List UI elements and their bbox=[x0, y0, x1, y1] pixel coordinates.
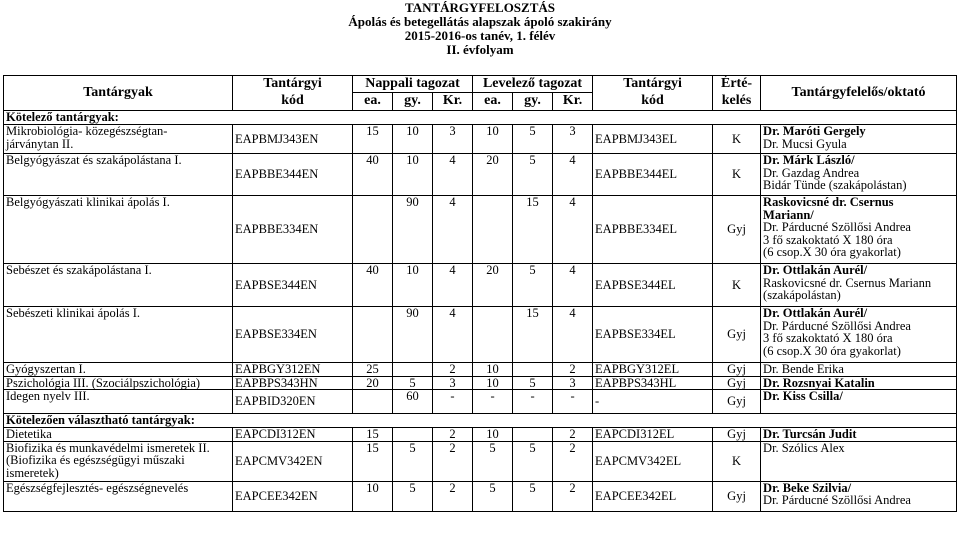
col-code2-b: kód bbox=[593, 93, 713, 111]
hours-cell: 15 bbox=[353, 441, 393, 481]
hours-cell: 40 bbox=[353, 154, 393, 196]
section-elective: Kötelezően választható tantárgyak: bbox=[4, 414, 957, 428]
hours-cell: - bbox=[513, 390, 553, 414]
responsible-line: Dr. Mucsi Gyula bbox=[763, 136, 847, 151]
hours-cell: 4 bbox=[433, 307, 473, 363]
hours-cell: 10 bbox=[473, 428, 513, 442]
table-row bbox=[4, 428, 957, 442]
responsible-line: 3 fő szakoktató X 180 óra bbox=[763, 331, 893, 345]
responsible-line: Dr. Márk László/ bbox=[763, 153, 855, 167]
hours-cell: 5 bbox=[513, 376, 553, 390]
subject-name-line: Sebészeti klinikai ápolás I. bbox=[6, 306, 140, 320]
table-row bbox=[4, 125, 957, 154]
responsible bbox=[761, 154, 957, 196]
evaluation: K bbox=[713, 264, 761, 307]
subject-code-corr: EAPBSE334EL bbox=[593, 307, 713, 363]
subject-code: EAPBBE344EN bbox=[233, 154, 353, 196]
hours-cell bbox=[393, 428, 433, 442]
responsible-line: Dr. Szólics Alex bbox=[763, 441, 845, 455]
table-row bbox=[4, 154, 957, 196]
hours-cell: 3 bbox=[553, 125, 593, 154]
hours-cell: 5 bbox=[393, 441, 433, 481]
hours-cell: 5 bbox=[513, 264, 553, 307]
hours-cell bbox=[513, 428, 553, 442]
hours-cell: 2 bbox=[553, 481, 593, 511]
responsible-line: (6 csop.X 30 óra gyakorlat) bbox=[763, 245, 901, 259]
hours-cell: - bbox=[473, 390, 513, 414]
hours-cell: 25 bbox=[353, 363, 393, 377]
hours-cell: 20 bbox=[353, 376, 393, 390]
subject-code-corr: EAPCDI312EL bbox=[593, 428, 713, 442]
col-gy: gy. bbox=[393, 93, 433, 111]
col-eval-b: kelés bbox=[713, 93, 761, 111]
col-resp: Tantárgyfelelős/oktató bbox=[761, 76, 957, 111]
responsible-line: Dr. Bende Erika bbox=[763, 362, 844, 376]
hours-cell: - bbox=[433, 390, 473, 414]
document-header bbox=[0, 0, 960, 57]
subject-name bbox=[4, 390, 233, 414]
hours-cell bbox=[473, 307, 513, 363]
responsible-line: Dr. Ottlakán Aurél/ bbox=[763, 263, 868, 277]
subject-name-line: Gyógyszertan I. bbox=[6, 362, 86, 376]
hours-cell: 3 bbox=[433, 376, 473, 390]
doc-year: 2015-2016-os tanév, 1. félév bbox=[404, 28, 556, 43]
responsible bbox=[761, 307, 957, 363]
col-corr: Levelező tagozat bbox=[473, 76, 593, 93]
evaluation: Gyj bbox=[713, 376, 761, 390]
subject-name-line: ismeretek) bbox=[6, 465, 59, 480]
hours-cell: 4 bbox=[553, 154, 593, 196]
subject-name bbox=[4, 481, 233, 511]
subject-name bbox=[4, 307, 233, 363]
responsible bbox=[761, 196, 957, 264]
subject-code: EAPBPS343HN bbox=[233, 376, 353, 390]
hours-cell: 5 bbox=[513, 481, 553, 511]
responsible bbox=[761, 363, 957, 377]
subject-name bbox=[4, 428, 233, 442]
table-row bbox=[4, 307, 957, 363]
responsible-line: Raskovicsné dr. Csernus bbox=[763, 195, 894, 209]
subject-name bbox=[4, 363, 233, 377]
table-row bbox=[4, 481, 957, 511]
subject-code: EAPCDI312EN bbox=[233, 428, 353, 442]
hours-cell: 10 bbox=[393, 264, 433, 307]
subject-code: EAPBID320EN bbox=[233, 390, 353, 414]
col-code1-a: Tantárgyi bbox=[233, 76, 353, 93]
responsible-line: (6 csop.X 30 óra gyakorlat) bbox=[763, 343, 901, 358]
evaluation: Gyj bbox=[713, 481, 761, 511]
subject-code-corr: EAPBBE344EL bbox=[593, 154, 713, 196]
hours-cell: 60 bbox=[393, 390, 433, 414]
evaluation: Gyj bbox=[713, 428, 761, 442]
subject-name-line: Sebészet és szakápolástana I. bbox=[6, 263, 152, 277]
hours-cell: 2 bbox=[433, 481, 473, 511]
hours-cell: 4 bbox=[553, 307, 593, 363]
subject-code-corr: EAPCMV342EL bbox=[593, 441, 713, 481]
responsible bbox=[761, 376, 957, 390]
responsible bbox=[761, 481, 957, 511]
subject-name-line: Dietetika bbox=[6, 427, 52, 441]
col-eval-a: Érté- bbox=[713, 76, 761, 93]
responsible-line: Mariann/ bbox=[763, 207, 814, 222]
hours-cell: 3 bbox=[433, 125, 473, 154]
hours-cell: 2 bbox=[433, 441, 473, 481]
hours-cell: 10 bbox=[353, 481, 393, 511]
hours-cell: 2 bbox=[553, 428, 593, 442]
subject-name-line: Mikrobiológia- közegészségtan- bbox=[6, 124, 168, 138]
hours-cell bbox=[353, 390, 393, 414]
responsible-line: Dr. Maróti Gergely bbox=[763, 124, 866, 138]
hours-cell: 5 bbox=[513, 125, 553, 154]
subject-name-line: Idegen nyelv III. bbox=[6, 389, 90, 403]
evaluation: Gyj bbox=[713, 196, 761, 264]
subject-name-line: Belgyógyászati klinikai ápolás I. bbox=[6, 195, 170, 209]
hours-cell bbox=[393, 363, 433, 377]
hours-cell: 15 bbox=[353, 428, 393, 442]
hours-cell: 90 bbox=[393, 196, 433, 264]
hours-cell: 2 bbox=[433, 363, 473, 377]
subject-code-corr: EAPBBE334EL bbox=[593, 196, 713, 264]
subject-code: EAPBSE344EN bbox=[233, 264, 353, 307]
hours-cell: 5 bbox=[473, 481, 513, 511]
subject-code-corr: EAPBGY312EL bbox=[593, 363, 713, 377]
hours-cell bbox=[473, 196, 513, 264]
subject-code: EAPCMV342EN bbox=[233, 441, 353, 481]
subject-code-corr: EAPBPS343HL bbox=[593, 376, 713, 390]
hours-cell bbox=[353, 196, 393, 264]
hours-cell: 15 bbox=[513, 196, 553, 264]
hours-cell: 90 bbox=[393, 307, 433, 363]
hours-cell: 4 bbox=[433, 196, 473, 264]
hours-cell: 10 bbox=[393, 154, 433, 196]
responsible-line: Dr. Ottlakán Aurél/ bbox=[763, 306, 868, 320]
hours-cell: 10 bbox=[473, 125, 513, 154]
col-code1-b: kód bbox=[233, 93, 353, 111]
table-row bbox=[4, 363, 957, 377]
subject-code-corr: - bbox=[593, 390, 713, 414]
col-ea2: ea. bbox=[473, 93, 513, 111]
col-day: Nappali tagozat bbox=[353, 76, 473, 93]
responsible-line: Dr. Kiss Csilla/ bbox=[763, 389, 843, 403]
table-row bbox=[4, 196, 957, 264]
subject-name-line: Belgyógyászat és szakápolástana I. bbox=[6, 153, 182, 167]
subject-name-line: Biofizika és munkavédelmi ismeretek II. bbox=[6, 441, 210, 455]
doc-subtitle: Ápolás és betegellátás alapszak ápoló szakirány bbox=[348, 14, 612, 29]
subject-code-corr: EAPBMJ343EL bbox=[593, 125, 713, 154]
responsible-line: (szakápolástan) bbox=[763, 288, 841, 302]
col-kr: Kr. bbox=[433, 93, 473, 111]
col-code2-a: Tantárgyi bbox=[593, 76, 713, 93]
subject-code: EAPBBE334EN bbox=[233, 196, 353, 264]
col-ea: ea. bbox=[353, 93, 393, 111]
col-kr2: Kr. bbox=[553, 93, 593, 111]
subject-code-corr: EAPBSE344EL bbox=[593, 264, 713, 307]
hours-cell: 4 bbox=[433, 264, 473, 307]
evaluation: K bbox=[713, 125, 761, 154]
responsible bbox=[761, 390, 957, 414]
hours-cell: 10 bbox=[473, 376, 513, 390]
evaluation: Gyj bbox=[713, 307, 761, 363]
hours-cell: 5 bbox=[393, 376, 433, 390]
responsible bbox=[761, 264, 957, 307]
allocation-table bbox=[3, 75, 957, 512]
responsible-line: Raskovicsné dr. Csernus Mariann bbox=[763, 275, 932, 290]
hours-cell: 4 bbox=[553, 196, 593, 264]
subject-name bbox=[4, 376, 233, 390]
hours-cell: 10 bbox=[473, 363, 513, 377]
evaluation: K bbox=[713, 154, 761, 196]
responsible-line: Dr. Beke Szilvia/ bbox=[763, 481, 852, 495]
responsible-line: Dr. Párducné Szöllősi Andrea bbox=[763, 220, 911, 234]
hours-cell: 20 bbox=[473, 154, 513, 196]
subject-code: EAPBMJ343EN bbox=[233, 125, 353, 154]
hours-cell: 10 bbox=[393, 125, 433, 154]
col-subjects: Tantárgyak bbox=[4, 76, 233, 111]
subject-code: EAPCEE342EN bbox=[233, 481, 353, 511]
doc-title: TANTÁRGYFELOSZTÁS bbox=[404, 0, 555, 15]
subject-name bbox=[4, 441, 233, 481]
table-row bbox=[4, 376, 957, 390]
subject-name-line: Pszichológia III. (Szociálpszichológia) bbox=[6, 376, 201, 390]
hours-cell: 15 bbox=[353, 125, 393, 154]
hours-cell: - bbox=[553, 390, 593, 414]
hours-cell: 4 bbox=[553, 264, 593, 307]
responsible-line: Bidár Tünde (szakápolástan) bbox=[763, 178, 907, 192]
hours-cell: 5 bbox=[473, 441, 513, 481]
section-mandatory: Kötelező tantárgyak: bbox=[4, 111, 957, 125]
subject-code: EAPBSE334EN bbox=[233, 307, 353, 363]
table-row bbox=[4, 264, 957, 307]
responsible bbox=[761, 125, 957, 154]
hours-cell bbox=[353, 307, 393, 363]
subject-name bbox=[4, 264, 233, 307]
responsible-line: Dr. Gazdag Andrea bbox=[763, 165, 860, 180]
hours-cell: 40 bbox=[353, 264, 393, 307]
subject-name bbox=[4, 196, 233, 264]
hours-cell: 3 bbox=[553, 376, 593, 390]
responsible bbox=[761, 428, 957, 442]
hours-cell: 20 bbox=[473, 264, 513, 307]
responsible-line: 3 fő szakoktató X 180 óra bbox=[763, 232, 893, 247]
hours-cell: 2 bbox=[553, 441, 593, 481]
evaluation: Gyj bbox=[713, 363, 761, 377]
subject-name-line: járványtan II. bbox=[6, 136, 74, 151]
responsible bbox=[761, 441, 957, 481]
responsible-line: Dr. Párducné Szöllősi Andrea bbox=[763, 318, 911, 333]
evaluation: K bbox=[713, 441, 761, 481]
subject-code-corr: EAPCEE342EL bbox=[593, 481, 713, 511]
subject-name-line: (Biofizika és egészségügyi műszaki bbox=[6, 453, 185, 467]
hours-cell: 5 bbox=[393, 481, 433, 511]
hours-cell: 5 bbox=[513, 154, 553, 196]
hours-cell: 15 bbox=[513, 307, 553, 363]
table-row bbox=[4, 390, 957, 414]
col-gy2: gy. bbox=[513, 93, 553, 111]
hours-cell: 2 bbox=[433, 428, 473, 442]
hours-cell: 5 bbox=[513, 441, 553, 481]
responsible-line: Dr. Párducné Szöllősi Andrea bbox=[763, 493, 911, 507]
responsible-line: Dr. Rozsnyai Katalin bbox=[763, 376, 875, 390]
doc-grade: II. évfolyam bbox=[446, 42, 514, 57]
hours-cell: 2 bbox=[553, 363, 593, 377]
hours-cell bbox=[513, 363, 553, 377]
subject-name bbox=[4, 154, 233, 196]
evaluation: Gyj bbox=[713, 390, 761, 414]
table-row bbox=[4, 441, 957, 481]
subject-name bbox=[4, 125, 233, 154]
responsible-line: Dr. Turcsán Judit bbox=[763, 427, 857, 441]
subject-code: EAPBGY312EN bbox=[233, 363, 353, 377]
hours-cell: 4 bbox=[433, 154, 473, 196]
subject-name-line: Egészségfejlesztés- egészségnevelés bbox=[6, 481, 189, 495]
